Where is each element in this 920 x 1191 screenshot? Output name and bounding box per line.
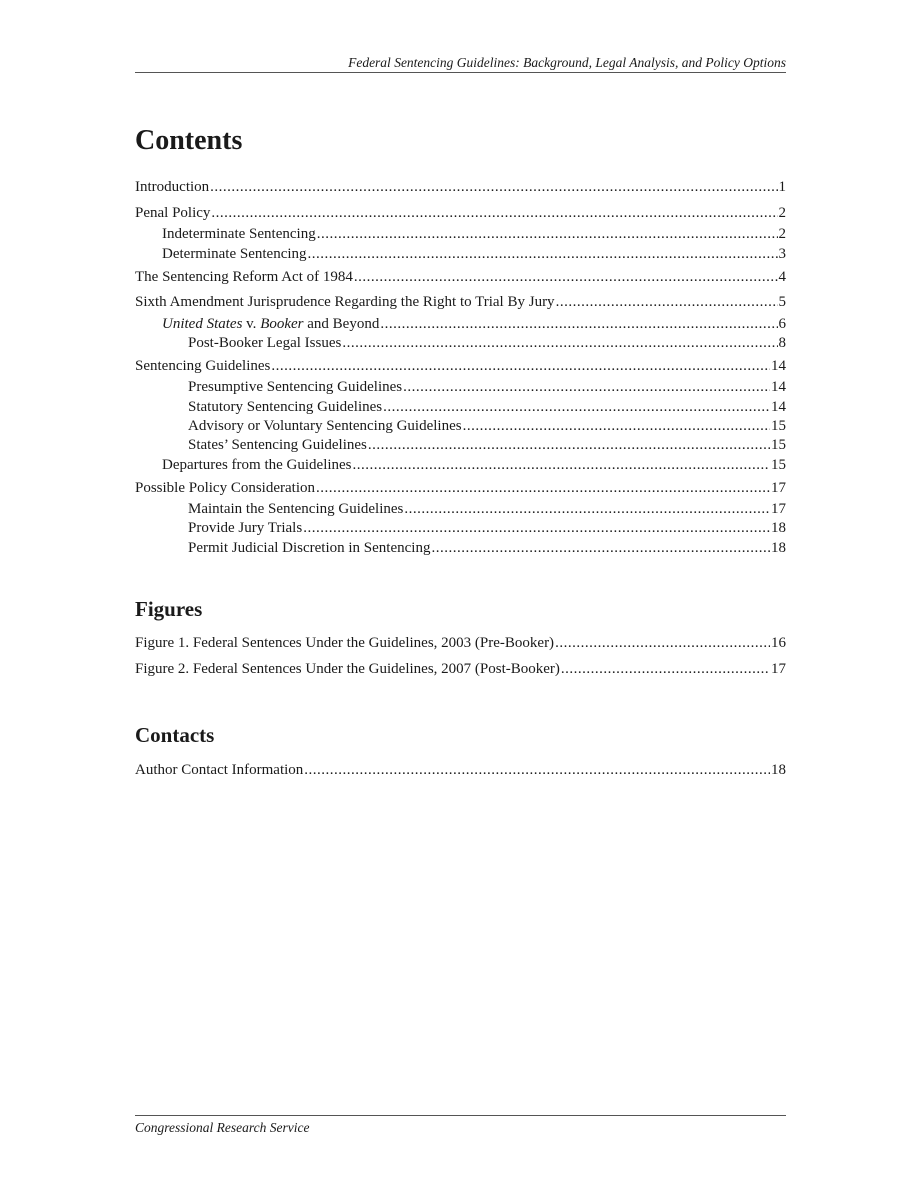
dot-leader: [210, 177, 777, 197]
toc-entry-page: 15: [771, 418, 786, 434]
dot-leader: [403, 377, 770, 397]
figures-title: Figures: [135, 597, 203, 621]
toc-entry-label: Post-Booker Legal Issues: [188, 335, 342, 351]
toc-entry-judicial-discretion[interactable]: [135, 538, 786, 558]
dot-leader: [463, 416, 770, 436]
case-suffix: and Beyond: [303, 316, 380, 332]
figure-entry-page: 16: [771, 635, 786, 651]
contacts-title: Contacts: [135, 723, 215, 747]
contact-entry-author-info[interactable]: [135, 760, 786, 780]
toc-entry-indeterminate-sentencing[interactable]: [135, 224, 786, 244]
toc-entry-label: The Sentencing Reform Act of 1984: [135, 269, 353, 285]
dot-leader: [271, 356, 770, 376]
contact-entry-page: 18: [771, 762, 786, 778]
toc-entry-page: 5: [778, 294, 786, 310]
toc-entry-label: Penal Policy: [135, 205, 211, 221]
toc-entry-page: 18: [771, 540, 786, 556]
toc-entry-states-guidelines[interactable]: [135, 435, 786, 455]
dot-leader: [316, 478, 770, 498]
toc-entry-sentencing-guidelines[interactable]: [135, 356, 786, 376]
toc-entry-page: 2: [778, 226, 786, 242]
toc-entry-page: 14: [771, 399, 786, 415]
running-footer: Congressional Research Service: [135, 1120, 310, 1135]
case-party-italic: Booker: [260, 316, 304, 332]
toc-entry-label: Permit Judicial Discretion in Sentencing: [188, 540, 431, 556]
figure-entry-1[interactable]: [135, 633, 786, 653]
dot-leader: [555, 633, 770, 653]
toc-entry-advisory-guidelines[interactable]: [135, 416, 786, 436]
toc-entry-label: Sixth Amendment Jurisprudence Regarding the Right to Trial By Jury: [135, 294, 555, 310]
dot-leader: [303, 518, 770, 538]
toc-entry-page: 1: [778, 179, 786, 195]
toc-entry-label: Introduction: [135, 179, 210, 195]
dot-leader: [308, 244, 778, 264]
dot-leader: [304, 760, 770, 780]
figure-entry-label: Figure 1. Federal Sentences Under the Guidelines, 2003 (Pre-Booker): [135, 635, 555, 651]
toc-entry-label: Indeterminate Sentencing: [162, 226, 316, 242]
figure-entry-label: Figure 2. Federal Sentences Under the Guidelines, 2007 (Post-Booker): [135, 661, 560, 677]
header-divider: [135, 72, 786, 73]
toc-entry-label: Departures from the Guidelines: [162, 457, 352, 473]
dot-leader: [431, 538, 770, 558]
toc-entry-label: Possible Policy Consideration: [135, 480, 315, 496]
contents-title: Contents: [135, 125, 243, 156]
dot-leader: [353, 455, 770, 475]
toc-entry-label: States’ Sentencing Guidelines: [188, 437, 367, 453]
dot-leader: [404, 499, 770, 519]
dot-leader: [383, 397, 770, 417]
toc-entry-page: 18: [771, 520, 786, 536]
figure-entry-page: 17: [771, 661, 786, 677]
toc-entry-label: Statutory Sentencing Guidelines: [188, 399, 383, 415]
case-party-italic: United States: [162, 316, 243, 332]
dot-leader: [342, 333, 777, 353]
toc-entry-united-states-v-booker[interactable]: [135, 314, 786, 334]
dot-leader: [561, 659, 770, 679]
toc-entry-post-booker-legal-issues[interactable]: [135, 333, 786, 353]
toc-entry-label: [162, 314, 379, 334]
toc-entry-page: 15: [771, 457, 786, 473]
toc-entry-maintain-guidelines[interactable]: [135, 499, 786, 519]
toc-entry-page: 4: [778, 269, 786, 285]
toc-entry-page: 14: [771, 358, 786, 374]
toc-entry-page: 2: [778, 205, 786, 221]
toc-entry-label: Sentencing Guidelines: [135, 358, 271, 374]
toc-entry-penal-policy[interactable]: [135, 203, 786, 223]
toc-entry-label: Presumptive Sentencing Guidelines: [188, 379, 403, 395]
toc-entry-policy-consideration[interactable]: [135, 478, 786, 498]
toc-entry-determinate-sentencing[interactable]: [135, 244, 786, 264]
toc-entry-departures[interactable]: [135, 455, 786, 475]
case-versus: v.: [242, 316, 261, 332]
toc-entry-sentencing-reform-act[interactable]: [135, 267, 786, 287]
dot-leader: [380, 314, 777, 334]
toc-entry-sixth-amendment[interactable]: [135, 292, 786, 312]
contact-entry-label: Author Contact Information: [135, 762, 304, 778]
dot-leader: [211, 203, 777, 223]
toc-entry-page: 14: [771, 379, 786, 395]
toc-entry-label: Maintain the Sentencing Guidelines: [188, 501, 404, 517]
dot-leader: [368, 435, 770, 455]
dot-leader: [556, 292, 778, 312]
toc-entry-jury-trials[interactable]: [135, 518, 786, 538]
toc-entry-introduction[interactable]: [135, 177, 786, 197]
toc-entry-label: Advisory or Voluntary Sentencing Guidelines: [188, 418, 462, 434]
toc-entry-statutory-guidelines[interactable]: [135, 397, 786, 417]
toc-entry-page: 8: [778, 335, 786, 351]
running-header: Federal Sentencing Guidelines: Background, Legal Analysis, and Policy Options: [348, 55, 786, 70]
toc-entry-page: 3: [778, 246, 786, 262]
dot-leader: [354, 267, 778, 287]
dot-leader: [317, 224, 778, 244]
toc-entry-page: 17: [771, 480, 786, 496]
toc-entry-page: 6: [778, 316, 786, 332]
figure-entry-2[interactable]: [135, 659, 786, 679]
toc-entry-page: 15: [771, 437, 786, 453]
toc-entry-presumptive-guidelines[interactable]: [135, 377, 786, 397]
toc-entry-page: 17: [771, 501, 786, 517]
toc-entry-label: Provide Jury Trials: [188, 520, 303, 536]
toc-entry-label: Determinate Sentencing: [162, 246, 307, 262]
footer-divider: [135, 1115, 786, 1116]
